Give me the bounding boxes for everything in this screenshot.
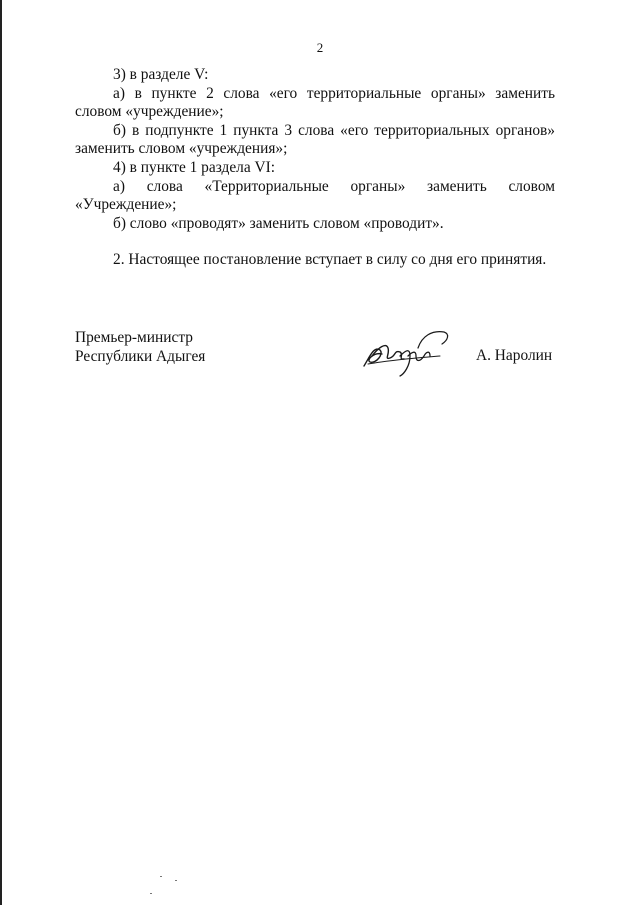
paragraph-section-v-a: а) в пункте 2 слова «его территориальные органы» заменить словом «учреждение»;	[75, 84, 555, 121]
scan-speck	[175, 880, 177, 881]
paragraph-section-v: 3) в разделе V:	[113, 66, 209, 83]
signatory-position-line1: Премьер-министр	[75, 329, 193, 346]
signatory-position	[75, 328, 205, 366]
signatory-name: А. Наролин	[476, 347, 553, 364]
paragraph-section-vi-a: а) слова «Территориальные органы» заменить словом «Учреждение»;	[75, 177, 555, 214]
scan-speck	[150, 893, 152, 894]
document-body	[75, 66, 555, 270]
scan-speck	[160, 876, 162, 877]
handwritten-signature	[360, 326, 460, 378]
scan-edge	[0, 0, 2, 905]
paragraph-section-vi-b: б) слово «проводят» заменить словом «проводит».	[113, 214, 444, 232]
paragraph-section-v-b: б) в подпункте 1 пункта 3 слова «его территориальных органов» заменить словом «учреждения»;	[75, 121, 555, 158]
signatory-position-line2: Республики Адыгея	[75, 348, 206, 365]
paragraph-section-vi: 4) в пункте 1 раздела VI:	[113, 158, 276, 176]
page-number: 2	[316, 40, 324, 55]
paragraph-effective-date: 2. Настоящее постановление вступает в силу со дня его принятия.	[113, 251, 547, 269]
